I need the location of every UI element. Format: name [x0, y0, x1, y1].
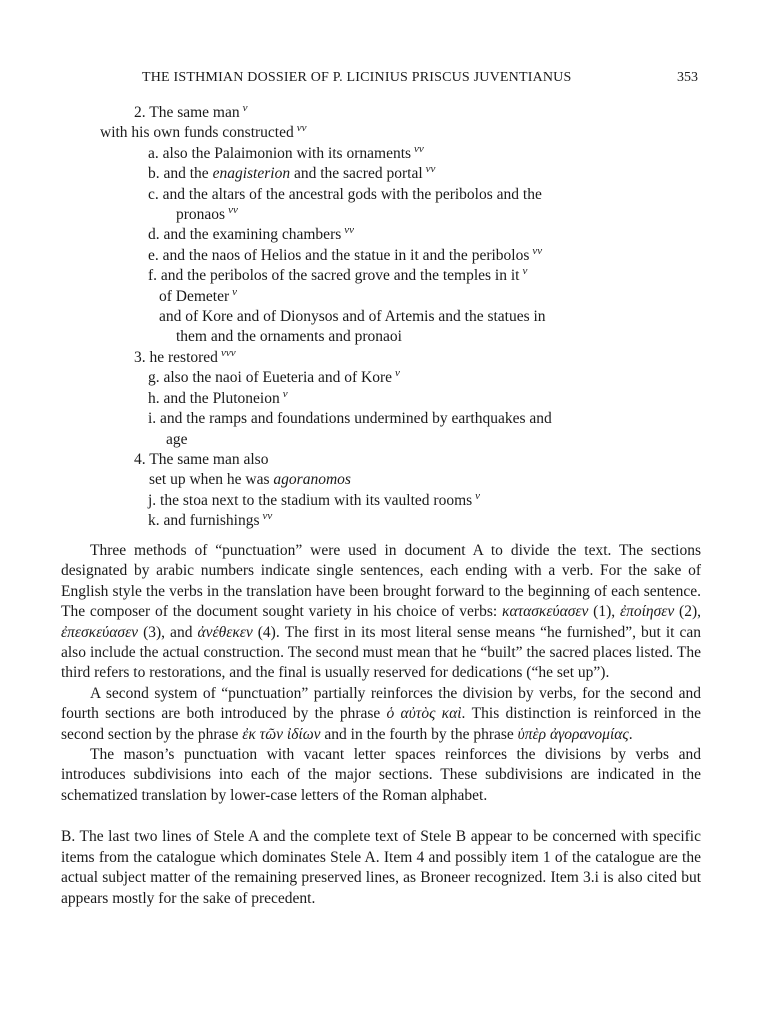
item-c: c. and the altars of the ancestral gods with the peribolos and the: [148, 185, 542, 203]
section-4-subheading: set up when he was agoranomos: [149, 471, 351, 489]
item-k: k. and furnishings $^{vv}$: [148, 509, 273, 530]
item-i-cont: age: [166, 430, 188, 448]
item-f-kore-cont: them and the ornaments and pronaoi: [176, 328, 402, 346]
item-b: b. and the enagisterion and the sacred portal $^{vv}$: [148, 163, 436, 183]
paragraph-second-system: A second system of “punctuation” partially reinforces the division by verbs, for the second and fourth sections are both introduced by the phrase ὁ αὐτὸς καὶ. This distinction is reinforced in the second section by the phrase ἐκ τῶν ἰδίων and in the fourth by the phrase ὑπὲρ ἀγορανομίας.: [61, 684, 701, 743]
section-2-intro: with his own funds constructed $^{vv}$: [100, 122, 307, 142]
item-i: i. and the ramps and foundations undermined by earthquakes and: [148, 410, 552, 428]
section-2-heading: 2. The same man $^v$: [134, 101, 248, 121]
running-header: [132, 68, 698, 86]
item-f-kore: and of Kore and of Dionysos and of Artemis and the statues in: [159, 308, 546, 326]
paragraph-stele-b: B. The last two lines of Stele A and the complete text of Stele B appear to be concerned with specific items from the catalogue which dominates Stele A. Item 4 and possibly item 1 of the catalogue are the actual subject matter of the remaining preserved lines, as Broneer recognized. Item 3.i is also cited but appears mostly for the sake of precedent.: [61, 828, 701, 907]
item-d: d. and the examining chambers $^{vv}$: [148, 224, 355, 244]
running-title: THE ISTHMIAN DOSSIER OF P. LICINIUS PRISCUS JUVENTIANUS: [142, 70, 572, 85]
item-g: g. also the naoi of Eueteria and of Kore $^v$: [148, 367, 400, 387]
item-f: f. and the peribolos of the sacred grove and the temples in it $^v$: [148, 265, 528, 285]
item-h: h. and the Plutoneion $^v$: [148, 387, 288, 407]
page-number: 353: [677, 70, 698, 85]
item-e: e. and the naos of Helios and the statue in it and the peribolos $^{vv}$: [148, 244, 543, 264]
item-j: j. the stoa next to the stadium with its vaulted rooms $^v$: [148, 489, 481, 509]
item-a: a. also the Palaimonion with its ornaments $^{vv}$: [148, 142, 424, 162]
item-f-demeter: of Demeter $^v$: [159, 285, 238, 305]
section-4-heading: 4. The same man also: [134, 450, 269, 468]
translation-block: [100, 103, 640, 532]
item-c-cont: pronaos $^{vv}$: [176, 203, 238, 224]
commentary: [61, 541, 701, 909]
paragraph-punctuation-methods: Three methods of “punctuation” were used in document A to divide the text. The sections designated by arabic numbers indicate single sentences, each ending with a verb. For the sake of English style the verbs in the translation have been brought forward to the beginning of each sentence. The composer of the document sought variety in his choice of verbs: κατασκεύασεν (1), ἐποίησεν (2), ἐπεσκεύασεν (3), and ἀνέθεκεν (4). The first in its most literal sense means “he furnished”, but it can also include the actual construction. The second must mean that he “built” the sacred places listed. The third refers to restorations, and the final is usually reserved for dedications (“he set up”).: [61, 542, 701, 682]
paragraph-mason-punctuation: The mason’s punctuation with vacant letter spaces reinforces the divisions by verbs and introduces subdivisions into each of the major sections. These subdivisions are indicated in the schematized translation by lower-case letters of the Roman alphabet.: [61, 746, 701, 804]
section-3-heading: 3. he restored $^{vvv}$: [134, 346, 236, 366]
